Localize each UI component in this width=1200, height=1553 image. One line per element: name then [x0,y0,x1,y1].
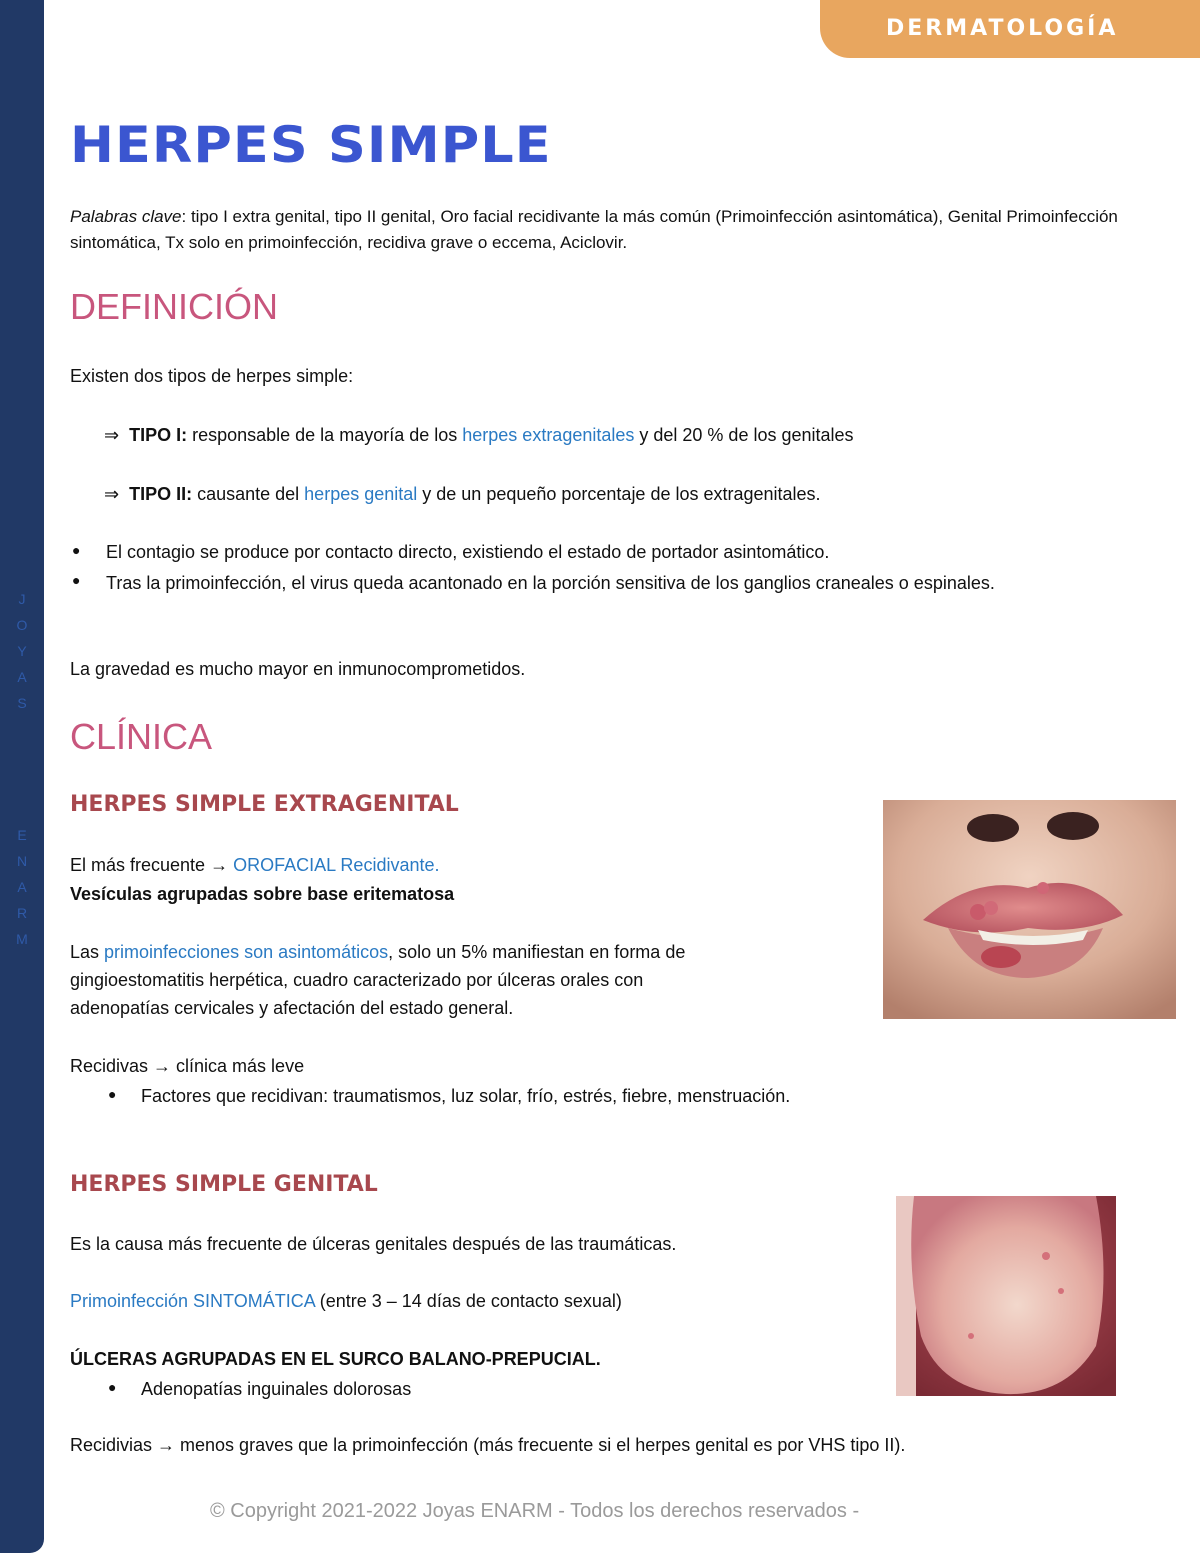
bullet-icon: ● [108,1379,117,1395]
extragenital-primo-line3: adenopatías cervicales y afectación del estado general. [70,998,514,1018]
herpes-labial-photo [883,800,1176,1019]
herpes-genital-photo [896,1196,1116,1396]
section-heading-definicion: DEFINICIÓN [70,286,279,327]
primo-pre: Las [70,942,105,962]
sidebar-letter: N [16,853,28,869]
section-heading-clinica: CLÍNICA [70,716,213,757]
sidebar-letter: Y [17,643,27,659]
bullet-icon: ● [108,1086,117,1102]
keywords-label: Palabras clave [70,207,182,226]
genital-adenopatias: Adenopatías inguinales dolorosas [141,1379,412,1399]
copyright-footer: © Copyright 2021-2022 Joyas ENARM - Todos los derechos reservados - [210,1500,860,1522]
tipo1-label: TIPO I: [129,425,188,445]
sidebar-letter: A [17,669,27,685]
sidebar-letter: S [17,695,27,711]
tipo1-line [104,421,854,449]
sidebar-letter: R [16,905,28,921]
sidebar-letters-joyas [12,586,32,716]
sidebar-letter: M [16,931,28,947]
extragenital-primo-line2: gingioestomatitis herpética, cuadro caracterizado por úlceras orales con [70,970,644,990]
genital-ulceras: ÚLCERAS AGRUPADAS EN EL SURCO BALANO-PREPUCIAL. [70,1349,601,1369]
tipo2-line [104,480,821,508]
sidebar-letter: O [16,617,28,633]
subheading-genital: HERPES SIMPLE GENITAL [70,1172,378,1197]
genital-causa: Es la causa más frecuente de úlceras genitales después de las traumáticas. [70,1234,677,1254]
definicion-gravedad: La gravedad es mucho mayor en inmunocomprometidos. [70,659,526,679]
sidebar-letters-enarm [12,822,32,952]
primo-highlight: primoinfecciones son asintomáticos [104,942,389,962]
sidebar [0,0,44,1553]
frecuente-highlight: OROFACIAL Recidivante. [233,855,440,875]
genital-primo [70,1287,622,1315]
sidebar-letter: E [17,827,27,843]
implies-arrow-icon: ⇒ [104,484,120,504]
extragenital-primo-line1 [70,938,685,966]
sidebar-letter: J [18,591,26,607]
tipo1-highlight: herpes extragenitales [462,425,635,445]
tipo1-pre: responsable de la mayoría de los [187,425,463,445]
tipo2-label: TIPO II: [129,484,193,504]
page-title: HERPES SIMPLE [70,116,552,174]
tipo2-highlight: herpes genital [304,484,418,504]
genital-primo-post: (entre 3 – 14 días de contacto sexual) [314,1291,622,1311]
genital-primo-highlight: Primoinfección SINTOMÁTICA [70,1291,315,1311]
extragenital-frecuente [70,851,440,879]
subheading-extragenital: HERPES SIMPLE EXTRAGENITAL [70,792,459,817]
category-badge-label: DERMATOLOGÍA [886,16,1119,41]
definicion-intro: Existen dos tipos de herpes simple: [70,366,354,386]
implies-arrow-icon: ⇒ [104,425,120,445]
bullet-icon: ● [72,542,81,558]
tipo2-post: y de un pequeño porcentaje de los extragenitales. [417,484,821,504]
tipo2-pre: causante del [192,484,305,504]
keywords-paragraph [70,204,1150,256]
extragenital-factores: Factores que recidivan: traumatismos, luz solar, frío, estrés, fiebre, menstruación. [141,1086,791,1106]
genital-recidivas: Recidivias → menos graves que la primoinfección (más frecuente si el herpes genital es por VHS tipo II). [70,1435,906,1455]
definicion-bullet: El contagio se produce por contacto directo, existiendo el estado de portador asintomático. [106,542,830,562]
extragenital-recidivas: Recidivas → clínica más leve [70,1056,305,1076]
definicion-bullet: Tras la primoinfección, el virus queda acantonado en la porción sensitiva de los ganglios craneales o espinales. [106,573,995,593]
keywords-text: : tipo I extra genital, tipo II genital, Oro facial recidivante la más común (Primoinfección asintomática), Genital Primoinfección sintomática, Tx solo en primoinfección, recidiva grave o eccema, Aciclovir. [70,207,1118,252]
extragenital-vesiculas: Vesículas agrupadas sobre base eritematosa [70,884,455,904]
tipo1-post: y del 20 % de los genitales [634,425,854,445]
frecuente-text: El más frecuente → [70,855,234,875]
primo-post: , solo un 5% manifiestan en forma de [388,942,686,962]
bullet-icon: ● [72,572,81,588]
sidebar-letter: A [17,879,27,895]
